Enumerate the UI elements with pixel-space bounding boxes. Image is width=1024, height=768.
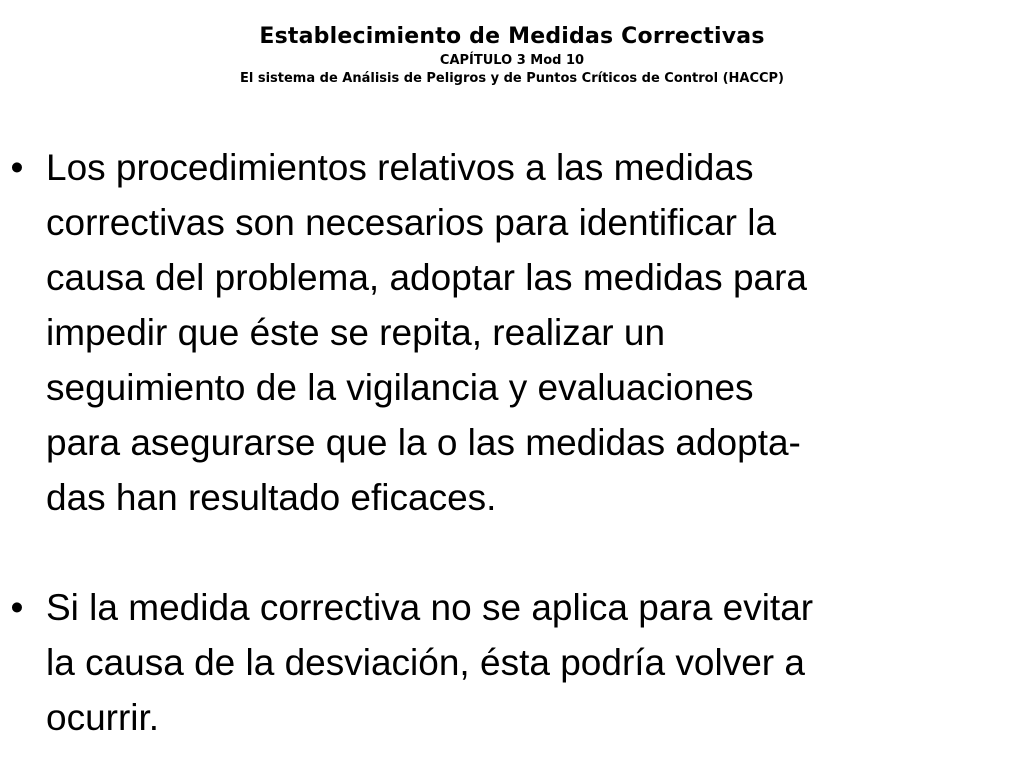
bullet-marker: • [10, 587, 24, 628]
bullet-line: la causa de la desviación, ésta podría volver a [46, 642, 805, 683]
bullet-line: Los procedimientos relativos a las medidas [46, 147, 754, 188]
slide-title: Establecimiento de Medidas Correctivas [259, 24, 765, 49]
bullet-line: impedir que éste se repita, realizar un [46, 312, 666, 353]
bullet-line: correctivas son necesarios para identificar la [46, 202, 777, 243]
bullet-marker: • [10, 147, 24, 188]
bullet-line: causa del problema, adoptar las medidas para [46, 257, 808, 298]
chapter-label: CAPÍTULO 3 Mod 10 [439, 53, 585, 68]
bullet-line: Si la medida correctiva no se aplica para evitar [46, 587, 814, 628]
bullet-line: para asegurarse que la o las medidas adopta- [46, 422, 801, 463]
slide-subtitle: El sistema de Análisis de Peligros y de Puntos Críticos de Control (HACCP) [239, 71, 784, 86]
bullet-line: seguimiento de la vigilancia y evaluaciones [46, 367, 754, 408]
bullet-item [0, 140, 1006, 525]
bullet-line: das han resultado eficaces. [46, 477, 497, 518]
bullet-list [0, 140, 1024, 745]
slide-header [0, 22, 1024, 88]
bullet-item [0, 580, 1006, 745]
bullet-line: ocurrir. [46, 697, 160, 738]
